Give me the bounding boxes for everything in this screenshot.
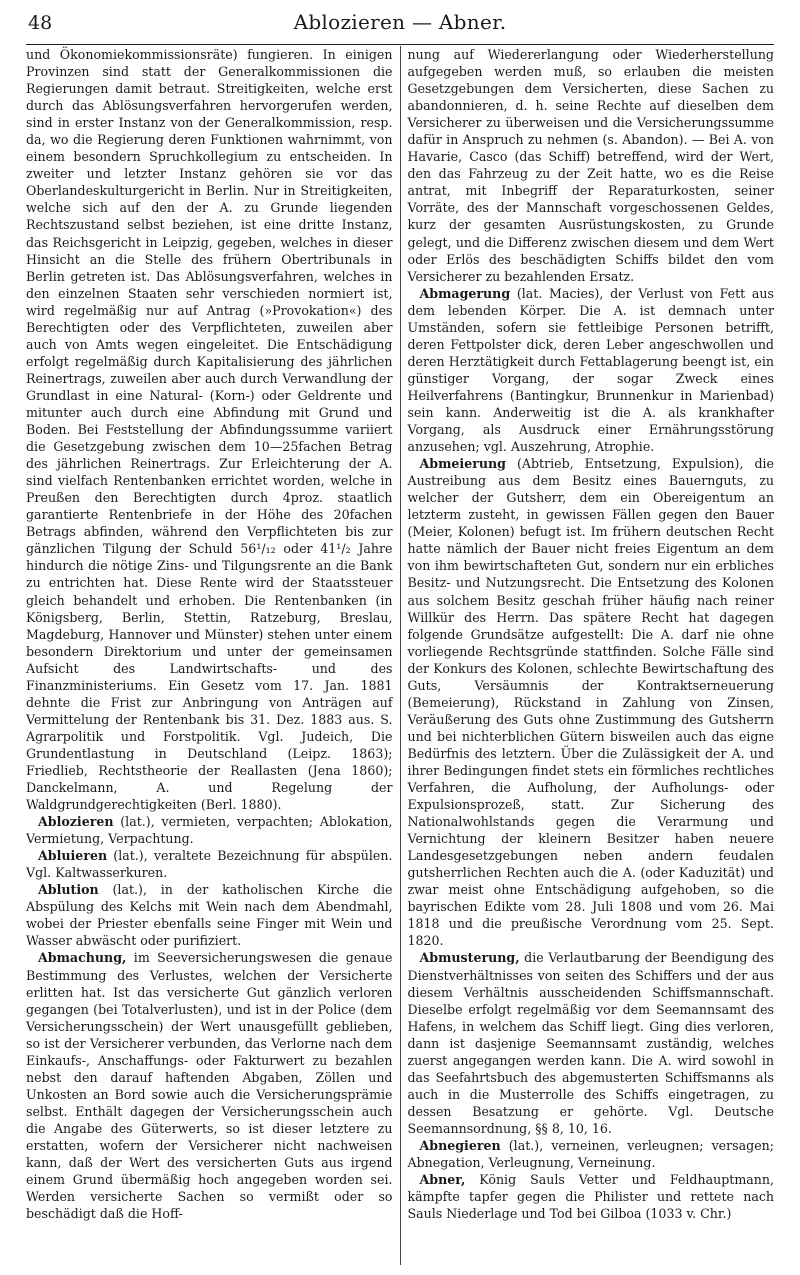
left-column [26, 46, 400, 1265]
entry-abnegieren [408, 1137, 775, 1171]
entry-text: (Abtrieb, Entsetzung, Expulsion), die Austreibung aus dem Besitz eines Bauernguts, zu welcher der Gutsherr, dem ein Obereigentum an letzterm zusteht, in gewissen Fällen gegen den Bauer (Meier, Kolonen) befugt ist. Im frühern deutschen Recht hatte nämlich der Bauer nicht freies Eigentum an dem von ihm bewirtschafteten Gut, sondern nur ein erbliches Besitz- und Nutzungsrecht. Die Entsetzung des Kolonen aus solchem Besitz geschah früher häufig nach reiner Willkür des Herrn. Das spätere Recht hat dagegen folgende Grundsätze aufgestellt: Die A. darf nie ohne vorliegende Rechtsgründe stattfinden. Solche Fälle sind der Konkurs des Kolonen, schlechte Bewirtschaftung des Guts, Versäumnis der Kontraktserneuerung (Bemeierung), Rückstand in Zahlung von Zinsen, Veräußerung des Guts ohne Zustimmung des Gutsherrn und bei nichterblichen Gütern bisweilen auch das eigne Bedürfnis des letztern. Über die Zulässigkeit der A. und ihrer Bedingungen findet stets ein förmliches rechtliches Verfahren, die Aufholung, der Aufholungs- oder Expulsionsprozeß, statt. Zur Sicherung des Nationalwohlstands gegen die Verarmung und Vernichtung der kleinern Besitzer haben neuere Landesgesetzgebungen neben andern feudalen gutsherrlichen Rechten auch die A. (oder Kaduzität) und zwar meist ohne Entschädigung aufgehoben, so die bayrischen Edikte vom 28. Juli 1808 und vom 26. Mai 1818 und die preußische Verordnung vom 25. Sept. 1820. [407, 456, 774, 949]
headword: Abmachung, [38, 950, 127, 966]
headword: Ablozieren [38, 814, 114, 830]
right-column [400, 46, 775, 1265]
headword: Abnegieren [419, 1138, 501, 1153]
page-header [26, 6, 774, 40]
entry-abmeierung [408, 455, 775, 949]
entry-text: König Sauls Vetter und Feldhauptmann, kämpfte tapfer gegen die Philister und rettete nach Sauls Niederlage und Tod bei Gilboa (1033 v. Chr.) [407, 1172, 774, 1222]
entry-text: (lat.), verneinen, verleugnen; versagen; Abnegation, Verleugnung, Verneinung. [407, 1138, 774, 1171]
entry-abner [408, 1171, 775, 1222]
headword: Ablution [38, 882, 99, 898]
entry-abmachung [26, 949, 393, 1222]
headword: Abmusterung, [419, 950, 520, 966]
entry-continuation: und Ökonomiekommissionsräte) fungieren. In einigen Provinzen sind statt der Generalkommissionen die Regierungen damit betraut. Streitigkeiten, welche erst durch das Ablösungsverfahren hervorgerufen werden, sind in erster Instanz von der Generalkommission, resp. da, wo die Regierung deren Funktionen wahrnimmt, von einem besondern Spruchkollegium zu entscheiden. In zweiter und letzter Instanz gehören sie vor das Oberlandeskulturgericht in Berlin. Nur in Streitigkeiten, welche sich auf den der A. zu Grunde liegenden Rechtszustand selbst beziehen, ist eine dritte Instanz, das Reichsgericht in Leipzig, gegeben, welches in dieser Hinsicht an die Stelle des frühern Obertribunals in Berlin getreten ist. Das Ablösungsverfahren, welches in den einzelnen Staaten sehr verschieden normiert ist, wird regelmäßig nur auf Antrag (»Provokation«) des Berechtigten oder des Verpflichteten, zuweilen aber auch von Amts wegen eingeleitet. Die Entschädigung erfolgt regelmäßig durch Kapitalisierung des jährlichen Reinertrags, zuweilen aber auch durch Verwandlung der Grundlast in eine Natural- (Korn-) oder Geldrente und mitunter auch durch eine Abfindung mit Grund und Boden. Bei Feststellung der Abfindungssumme variiert die Gesetzgebung zwischen dem 10—25fachen Betrag des jährlichen Reinertrags. Zur Erleichterung der A. sind vielfach Rentenbanken errichtet worden, welche in Preußen den Berechtigten durch 4proz. staatlich garantierte Rentenbriefe in der Höhe des 20fachen Betrags abfinden, während den Verpflichteten bis zur gänzlichen Tilgung der Schuld 56¹/₁₂ oder 41¹/₂ Jahre hindurch die nötige Zins- und Tilgungsrente an die Bank zu entrichten hat. Diese Rente wird der Staatssteuer gleich behandelt und erhoben. Die Rentenbanken (in Königsberg, Berlin, Stettin, Ratzeburg, Breslau, Magdeburg, Hannover und Münster) stehen unter einem besondern Direktorium und unter der gemeinsamen Aufsicht des Landwirtschafts- und des Finanzministeriums. Ein Gesetz vom 17. Jan. 1881 dehnte die Frist zur Anbringung von Anträgen auf Vermittelung der Rentenbank bis 31. Dez. 1883 aus. S. Agrarpolitik und Forstpolitik. Vgl. Judeich, Die Grundentlastung in Deutschland (Leipz. 1863); Friedlieb, Rechtstheorie der Reallasten (Jena 1860); Danckelmann, A. und Regelung der Waldgrundgerechtigkeiten (Berl. 1880). [26, 47, 393, 813]
entry-text: (lat. Macies), der Verlust von Fett aus dem lebenden Körper. Die A. ist demnach unter Umständen, sofern sie fettleibige Personen betrifft, deren Fettpolster dick, deren Leber angeschwollen und deren Herztätigkeit durch Fettablagerung beengt ist, ein günstiger Vorgang, der sogar Zweck eines Heilverfahrens (Bantingkur, Brunnenkur in Marienbad) sein kann. Anderweitig ist die A. als krankhafter Vorgang, als Ausdruck einer Ernährungsstörung anzusehen; vgl. Auszehrung, Atrophie. [407, 285, 774, 455]
entry-ablozieren [26, 813, 393, 847]
entry-abluieren [26, 847, 393, 881]
entry-text: im Seeversicherungswesen die genaue Bestimmung des Verlustes, welchen der Versicherte erlitten hat. Ist das versicherte Gut gänzlich verloren gegangen (bei Totalverlusten), und ist in der Police (dem Versicherungsschein) der Wert unausgefüllt geblieben, so ist der Versicherer verbunden, das Verlorne nach dem Einkaufs-, Anschaffungs- oder Fakturwert zu bezahlen nebst den darauf haftenden Abgaben, Zöllen und Unkosten an Bord sowie auch die Versicherungsprämie selbst. Enthält dagegen der Versicherungsschein auch die Angabe des Güterwerts, so ist dieser letztere zu erstatten, wofern der Versicherer nicht nachweisen kann, daß der Wert des versicherten Guts aus irgend einem Grund übermäßig hoch angegeben worden sei. Werden versicherte Sachen so vermißt oder so beschädigt daß die Hoff- [26, 950, 393, 1222]
entry-abmagerung [408, 285, 775, 455]
entry-text: (lat.), veraltete Bezeichnung für abspülen. Vgl. Kaltwasserkuren. [26, 848, 393, 881]
headword: Abmagerung [419, 285, 511, 301]
entry-text: die Verlautbarung der Beendigung des Dienstverhältnisses von seiten des Schiffers und der aus diesem Verhältnis ausscheidenden Schiffsmannschaft. Dieselbe erfolgt regelmäßig vor dem Seemannsamt des Hafens, in welchem das Schiff liegt. Ging dies verloren, dann ist dasjenige Seemannsamt zuständig, welches zuerst angegangen werden kann. Die A. wird sowohl in das Seefahrtsbuch des abgemusterten Schiffsmanns als auch in die Musterrolle des Schiffs eingetragen, zu dessen Besatzung er gehörte. Vgl. Deutsche Seemannsordnung, §§ 8, 10, 16. [407, 950, 774, 1136]
entry-ablution [26, 881, 393, 949]
entry-text: (lat.), in der katholischen Kirche die Abspülung des Kelchs mit Wein nach dem Abendmahl, wobei der Priester ebenfalls seine Finger mit Wein und Wasser abwäscht oder purifiziert. [26, 882, 393, 949]
headword: Abluieren [38, 848, 108, 864]
text-columns [26, 46, 774, 1265]
entry-continuation: nung auf Wiedererlangung oder Wiederherstellung aufgegeben werden muß, so erlauben die meisten Gesetzgebungen dem Versicherten, diese Sachen zu abandonnieren, d. h. seine Rechte auf dieselben dem Versicherer zu überweisen und die Versicherungssumme dafür in Anspruch zu nehmen (s. Abandon). — Bei A. von Havarie, Casco (das Schiff) betreffend, wird der Wert, den das Fahrzeug zu der Zeit hatte, wo es die Reise antrat, mit Inbegriff der Reparaturkosten, seiner Vorräte, des der Mannschaft vorgeschossenen Geldes, kurz der gesamten Ausrüstungskosten, zu Grunde gelegt, und die Differenz zwischen diesem und dem Wert oder Erlös des beschädigten Schiffs bildet den vom Versicherer zu bezahlenden Ersatz. [407, 47, 774, 284]
page-number: 48 [28, 12, 53, 34]
headword: Abner, [419, 1172, 466, 1188]
headword: Abmeierung [419, 456, 506, 472]
header-rule [26, 44, 774, 45]
entry-abmusterung [408, 949, 775, 1137]
entry-text: (lat.), vermieten, verpachten; Ablokation, Vermietung, Verpachtung. [26, 814, 393, 847]
running-title: Ablozieren — Abner. [293, 10, 507, 34]
